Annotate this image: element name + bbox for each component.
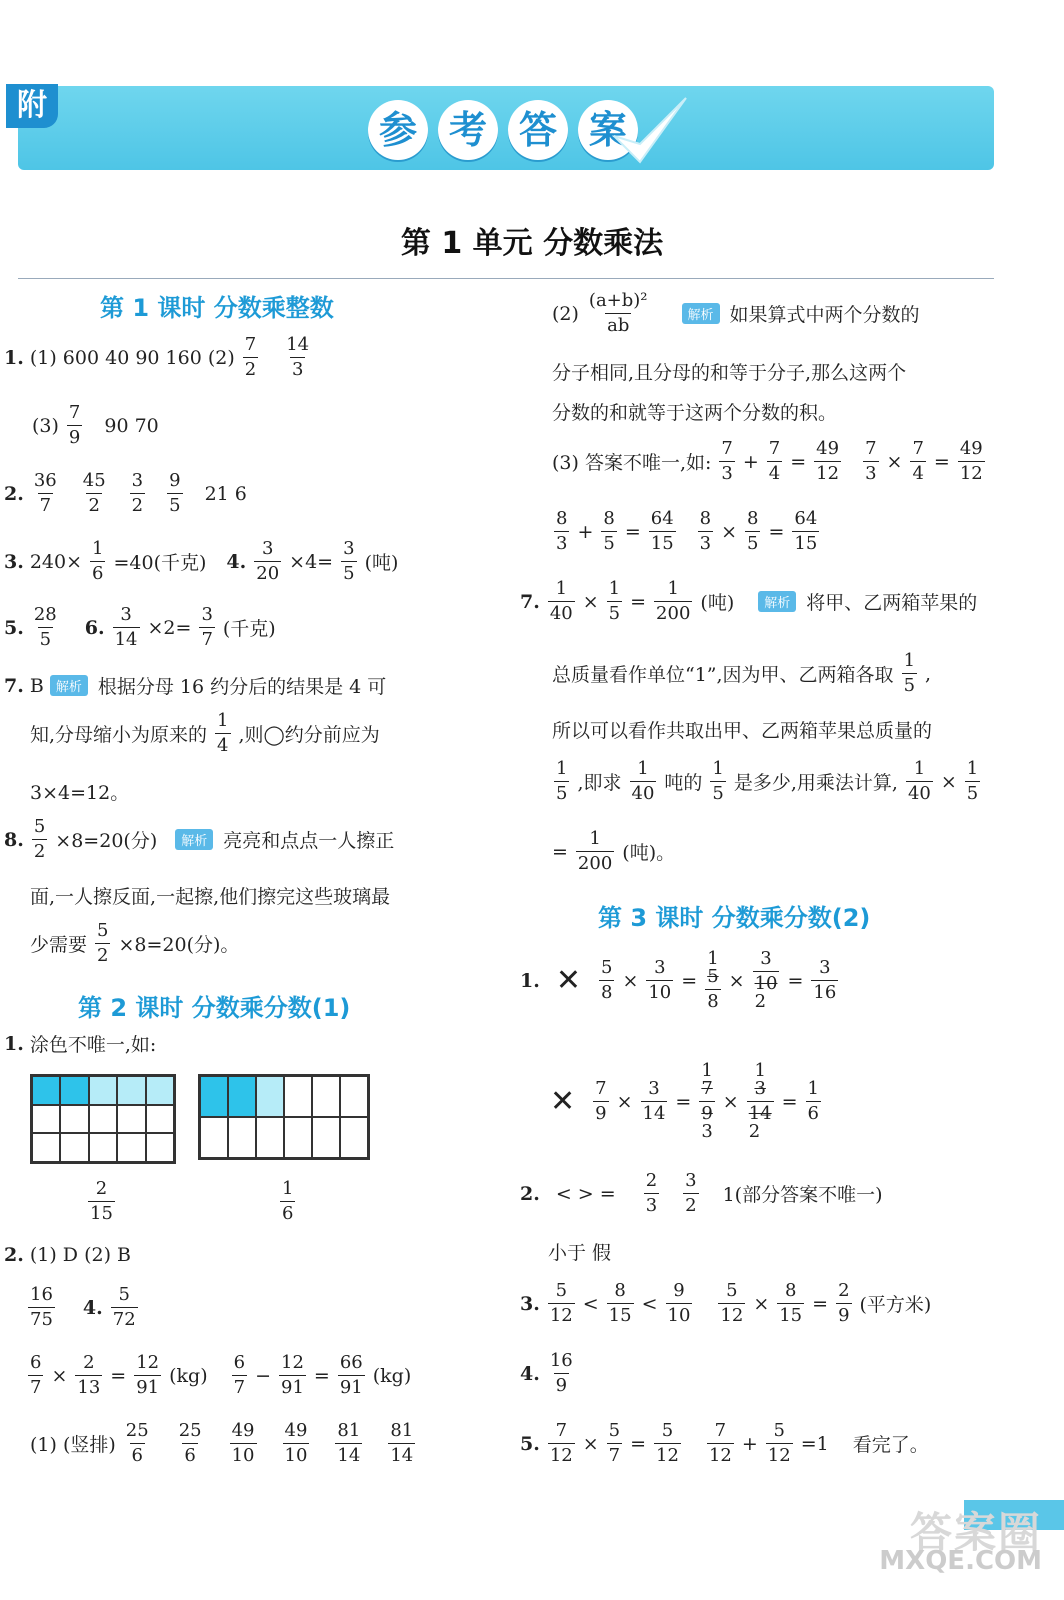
analysis-badge: 解析 (175, 829, 213, 850)
cross-icon: ✕ (550, 1084, 576, 1119)
l2-answer-1: 1. 涂色不唯一,如: (4, 1032, 157, 1056)
watermark-url: MXQE.COM (879, 1546, 1042, 1576)
l3-answer-2-line2: 小于 假 (548, 1242, 612, 1264)
answer-7-right-line2: 总质量看作单位“1”,因为甲、乙两箱各取 $\frac{1}{5}$ , (552, 650, 932, 696)
answer-7-right: 7. $\frac{1}{40}$ × $\frac{1}{5}$ = $\frac{1}{200}$ (吨) 解析 将甲、乙两箱苹果的 (520, 578, 978, 624)
answer-2: 2. $\frac{36}{7}$ $\frac{45}{2}$ $\frac{3}{2}$ $\frac{9}{5}$ 21 6 (4, 470, 247, 516)
l3-answer-3: 3. $\frac{5}{12}$ < $\frac{8}{15}$ < $\frac{9}{10}$ $\frac{5}{12}$ × $\frac{8}{15}$ = $\frac{2}{9}$ (平方米) (520, 1280, 932, 1326)
answer-3-4: 3. 240× $\frac{1}{6}$ =40(千克) 4. $\frac{3}{20}$ ×4= $\frac{3}{5}$ (吨) (4, 538, 399, 584)
lesson-heading-1: 第 1 课时 分数乘整数 (100, 294, 334, 322)
title-char: 考 (438, 100, 498, 160)
answer-5-6: 5. $\frac{28}{5}$ 6. $\frac{3}{14}$ ×2= $\frac{3}{7}$ (千克) (4, 604, 276, 650)
l3-answer-1a: 1. ✕ $\frac{5}{8}$ × $\frac{3}{10}$ = 1 5 8 × 3 10 2 = $\frac{3}{16}$ (520, 948, 837, 1012)
l3-answer-2: 2. < > = $\frac{2}{3}$ $\frac{3}{2}$ 1(部分答案不唯一) (520, 1170, 883, 1216)
title-char: 答 (508, 100, 568, 160)
l3-answer-4: 4. $\frac{16}{9}$ (520, 1350, 573, 1396)
l2-answer-6: (1) (竖排) $\frac{25}{6}$ $\frac{25}{6}$ $\frac{49}{10}$ $\frac{49}{10}$ $\frac{81}{14}$ $\frac{81}{14}$ (30, 1420, 414, 1466)
answer-1: 1. (1) 600 40 90 160 (2) $\frac{7}{2}$ $\frac{14}{3}$ (4, 334, 310, 380)
divider (18, 278, 994, 279)
l2-answer-3-4: $\frac{16}{75}$ 4. $\frac{5}{72}$ (30, 1284, 136, 1330)
shaded-grid-2 (198, 1074, 370, 1160)
analysis-badge: 解析 (50, 675, 88, 696)
l3-answer-1b: ✕ $\frac{7}{9}$ × $\frac{3}{14}$ = 1 7 9 3 × 1 3 14 2 = $\frac{1}{6}$ (550, 1060, 819, 1142)
shaded-grid-1 (30, 1074, 176, 1164)
l3-answer-5: 5. $\frac{7}{12}$ × $\frac{5}{7}$ = $\frac{5}{12}$ $\frac{7}{12}$ + $\frac{5}{12}$ =1 看完了。 (520, 1420, 929, 1466)
answer-7: 7. B 解析 根据分母 16 约分后的结果是 4 可 (4, 674, 387, 698)
appendix-tag: 附 (6, 84, 58, 128)
page-title (368, 100, 638, 160)
answer-6-2: (2) $\frac{\text{(a+b)²}}{ab}$ 解析 如果算式中两个分数的 (552, 290, 920, 336)
answer-8: 8. $\frac{5}{2}$ ×8=20(分) 解析 亮亮和点点一人擦正 (4, 816, 395, 862)
analysis-badge: 解析 (758, 591, 796, 612)
answer-7-line3: 3×4=12。 (30, 782, 130, 804)
title-char: 参 (368, 100, 428, 160)
checkmark-icon (610, 92, 690, 172)
answer-6-2-line3: 分数的和就等于这两个分数的积。 (552, 402, 838, 424)
answer-7-right-line4: $\frac{1}{5}$ ,即求 $\frac{1}{40}$ 吨的 $\frac{1}{5}$ 是多少,用乘法计算, $\frac{1}{40}$ × $\frac{1}{5}$ (556, 758, 979, 804)
answer-1-3: (3) $\frac{7}{9}$ 90 70 (32, 402, 159, 448)
answer-6-3: (3) 答案不唯一,如: $\frac{7}{3}$ + $\frac{7}{4}$ = $\frac{49}{12}$ $\frac{7}{3}$ × $\frac{7}{4}$ = $\frac{49}{12}$ (552, 438, 983, 484)
answer-8-line3: 少需要 $\frac{5}{2}$ ×8=20(分)。 (30, 920, 240, 966)
analysis-badge: 解析 (682, 303, 720, 324)
answer-8-line2: 面,一人擦反面,一起擦,他们擦完这些玻璃最 (30, 886, 391, 908)
answer-7-right-line5: = $\frac{1}{200}$ (吨)。 (552, 828, 676, 874)
grid-2-label: $\frac{1}{6}$ (282, 1178, 294, 1224)
answer-6-2-line2: 分子相同,且分母的和等于分子,那么这两个 (552, 362, 907, 384)
cross-icon: ✕ (555, 963, 581, 998)
lesson-heading-2: 第 2 课时 分数乘分数(1) (78, 994, 351, 1022)
unit-title: 第 1 单元 分数乘法 (400, 226, 664, 261)
watermark-logo: 答案圈 (909, 1508, 1042, 1557)
l2-answer-5: $\frac{6}{7}$ × $\frac{2}{13}$ = $\frac{12}{91}$ (kg) $\frac{6}{7}$ − $\frac{12}{91}$ = $\frac{66}{91}$ (kg) (30, 1352, 412, 1398)
grid-1-label: $\frac{2}{15}$ (90, 1178, 113, 1224)
answer-6-3-line2: $\frac{8}{3}$ + $\frac{8}{5}$ = $\frac{64}{15}$ $\frac{8}{3}$ × $\frac{8}{5}$ = $\frac{64}{15}$ (556, 508, 818, 554)
title-char: 案 (578, 100, 638, 160)
answer-7-right-line3: 所以可以看作共取出甲、乙两箱苹果总质量的 (552, 720, 933, 742)
l2-answer-2: 2. (1) D (2) B (4, 1244, 131, 1266)
lesson-heading-3: 第 3 课时 分数乘分数(2) (598, 904, 871, 932)
answer-7-line2: 知,分母缩小为原来的 $\frac{1}{4}$ ,则◯约分前应为 (30, 710, 380, 756)
